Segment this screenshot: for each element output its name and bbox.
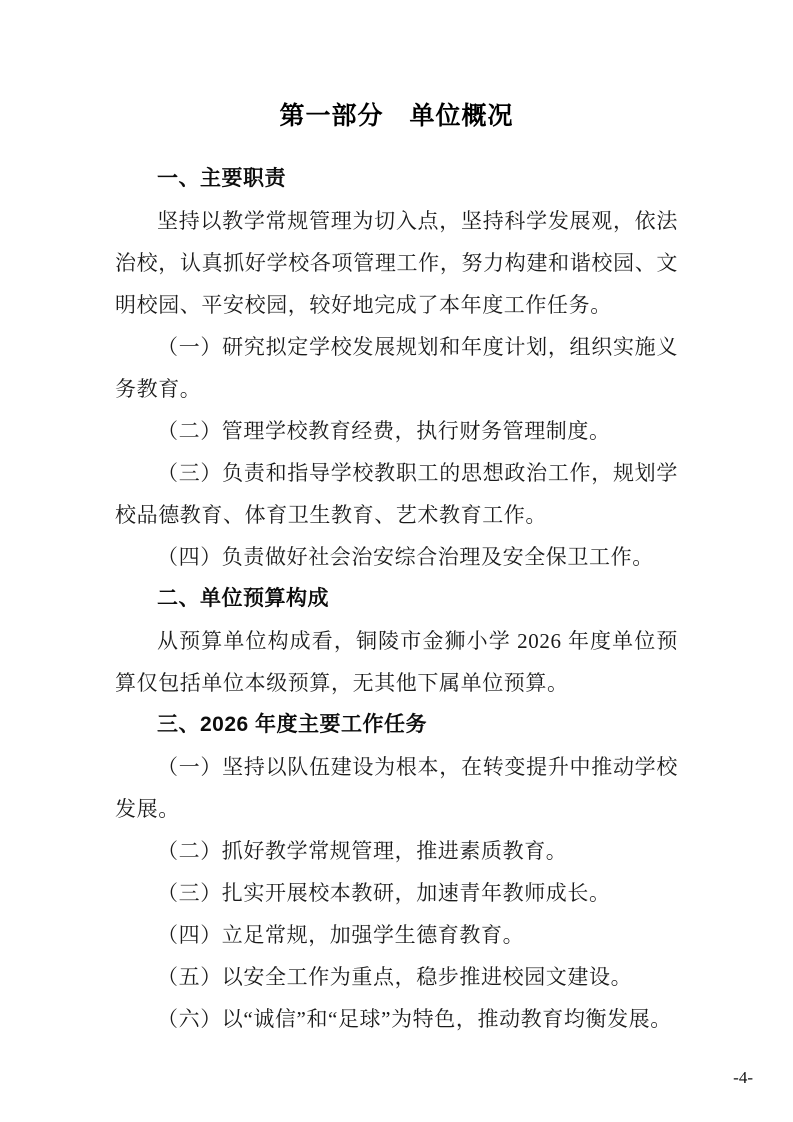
section-heading-main-duties: 一、主要职责 — [157, 167, 286, 190]
paragraph: （六）以“诚信”和“足球”为特色，推动教育均衡发展。 — [157, 1007, 672, 1031]
paragraph: （一）坚持以队伍建设为根本，在转变提升中推动学校发展。 — [115, 755, 678, 821]
paragraph: 坚持以教学常规管理为切入点，坚持科学发展观，依法治校，认真抓好学校各项管理工作，努力构建和谐校园、文明校园、平安校园，较好地完成了本年度工作任务。 — [115, 209, 678, 317]
paragraph: （三）负责和指导学校教职工的思想政治工作，规划学校品德教育、体育卫生教育、艺术教育工作。 — [115, 461, 678, 527]
paragraph: （四）立足常规，加强学生德育教育。 — [157, 923, 525, 947]
page-number: -4- — [733, 1068, 753, 1087]
section-budget-composition — [115, 578, 678, 704]
paragraph: （二）管理学校教育经费，执行财务管理制度。 — [157, 419, 611, 443]
section-heading-annual-tasks: 三、2026 年度主要工作任务 — [157, 713, 428, 736]
section-main-duties — [115, 158, 678, 578]
paragraph: （五）以安全工作为重点，稳步推进校园文建设。 — [157, 965, 633, 989]
section-heading-budget-composition: 二、单位预算构成 — [157, 587, 329, 610]
paragraph: （二）抓好教学常规管理，推进素质教育。 — [157, 839, 568, 863]
paragraph: （三）扎实开展校本教研，加速青年教师成长。 — [157, 881, 611, 905]
paragraph: 从预算单位构成看，铜陵市金狮小学 2026 年度单位预算仅包括单位本级预算，无其他下属单位预算。 — [115, 629, 678, 695]
document-title: 第一部分 单位概况 — [279, 102, 514, 130]
section-annual-tasks — [115, 704, 678, 1040]
paragraph: （一）研究拟定学校发展规划和年度计划，组织实施义务教育。 — [115, 335, 678, 401]
paragraph: （四）负责做好社会治安综合治理及安全保卫工作。 — [157, 545, 654, 569]
